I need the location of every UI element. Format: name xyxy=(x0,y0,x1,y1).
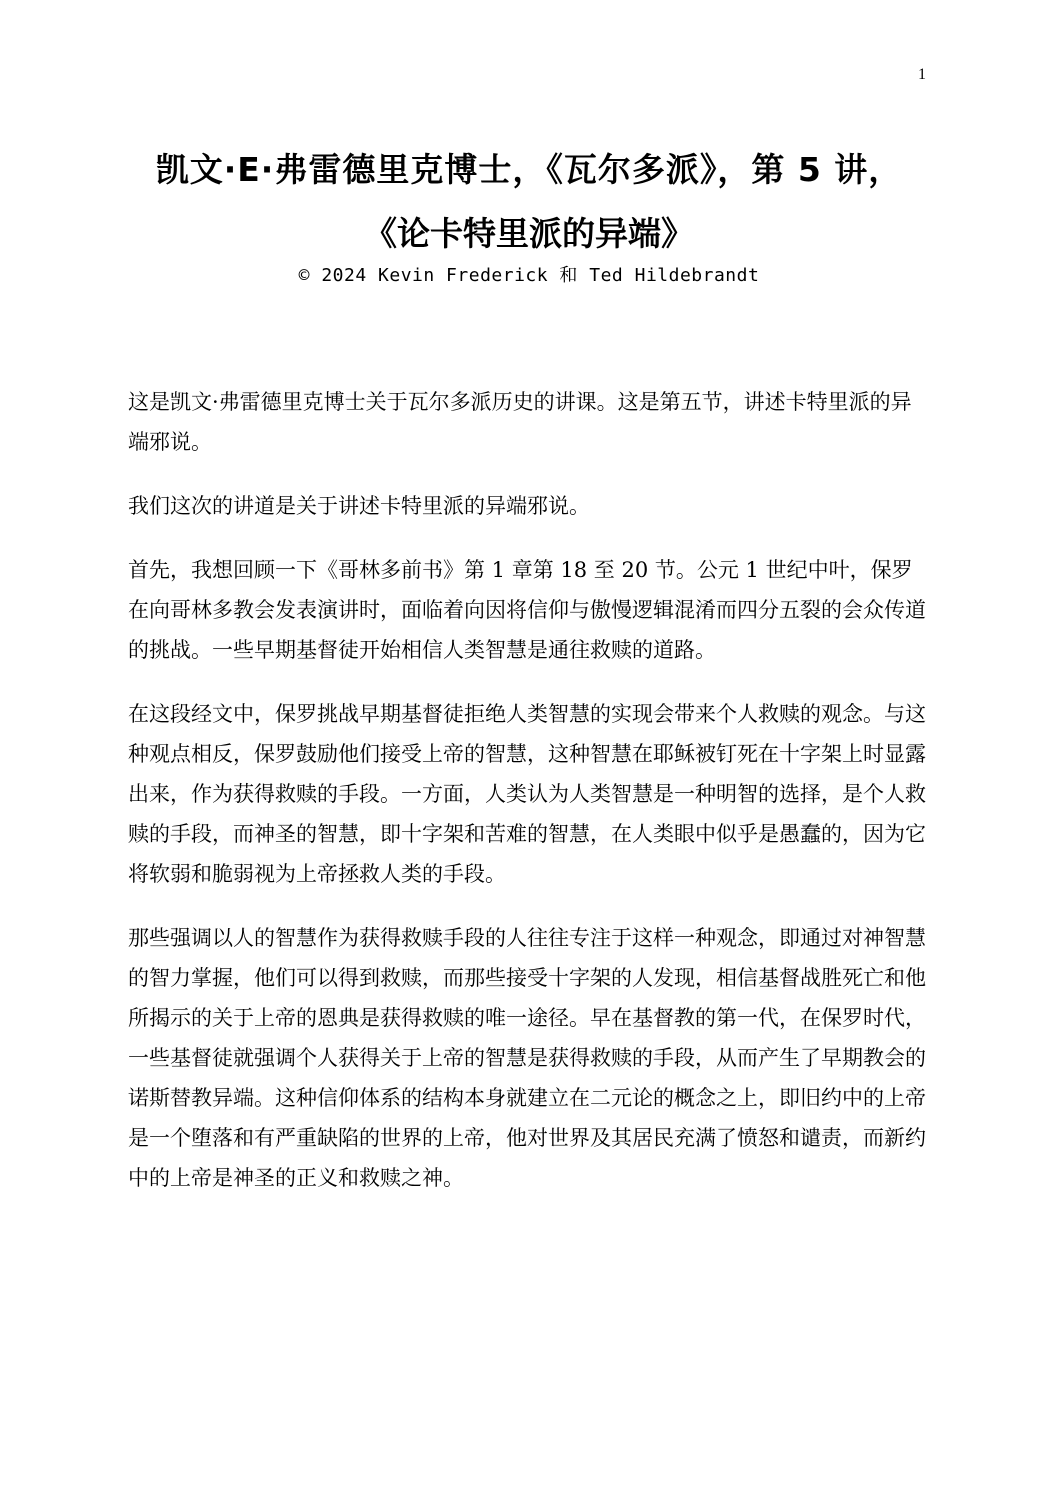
document-subtitle: 《论卡特里派的异端》 xyxy=(364,214,694,253)
paragraph-intro: 这是凯文·弗雷德里克博士关于瓦尔多派历史的讲课。这是第五节，讲述卡特里派的异端邪说。 xyxy=(128,390,912,454)
paragraph-topic: 我们这次的讲道是关于讲述卡特里派的异端邪说。 xyxy=(128,494,590,518)
title-block xyxy=(128,138,930,290)
page-number: 1 xyxy=(918,66,926,83)
document-title: 凯文·E·弗雷德里克博士，《瓦尔多派》，第 5 讲， xyxy=(155,150,903,189)
paragraph-wisdom: 在这段经文中，保罗挑战早期基督徒拒绝人类智慧的实现会带来个人救赎的观念。与这种观点相反，保罗鼓励他们接受上帝的智慧，这种智慧在耶稣被钉死在十字架上时显露出来，作为获得救赎的手段。一方面，人类认为人类智慧是一种明智的选择，是个人救赎的手段，而神圣的智慧，即十字架和苦难的智慧，在人类眼中似乎是愚蠢的，因为它将软弱和脆弱视为上帝拯救人类的手段。 xyxy=(128,702,926,886)
copyright-line: © 2024 Kevin Frederick 和 Ted Hildebrandt xyxy=(298,265,760,286)
paragraph-corinthians: 首先，我想回顾一下《哥林多前书》第 1 章第 18 至 20 节。公元 1 世纪中叶，保罗在向哥林多教会发表演讲时，面临着向因将信仰与傲慢逻辑混淆而四分五裂的会众传道的挑战。一些早期基督徒开始相信人类智慧是通往救赎的道路。 xyxy=(128,558,926,662)
paragraph-gnostic: 那些强调以人的智慧作为获得救赎手段的人往往专注于这样一种观念，即通过对神智慧的智力掌握，他们可以得到救赎，而那些接受十字架的人发现，相信基督战胜死亡和他所揭示的关于上帝的恩典是获得救赎的唯一途径。早在基督教的第一代，在保罗时代，一些基督徒就强调个人获得关于上帝的智慧是获得救赎的手段，从而产生了早期教会的诺斯替教异端。这种信仰体系的结构本身就建立在二元论的概念之上，即旧约中的上帝是一个堕落和有严重缺陷的世界的上帝，他对世界及其居民充满了愤怒和谴责，而新约中的上帝是神圣的正义和救赎之神。 xyxy=(128,926,926,1190)
document-body xyxy=(128,382,928,1222)
